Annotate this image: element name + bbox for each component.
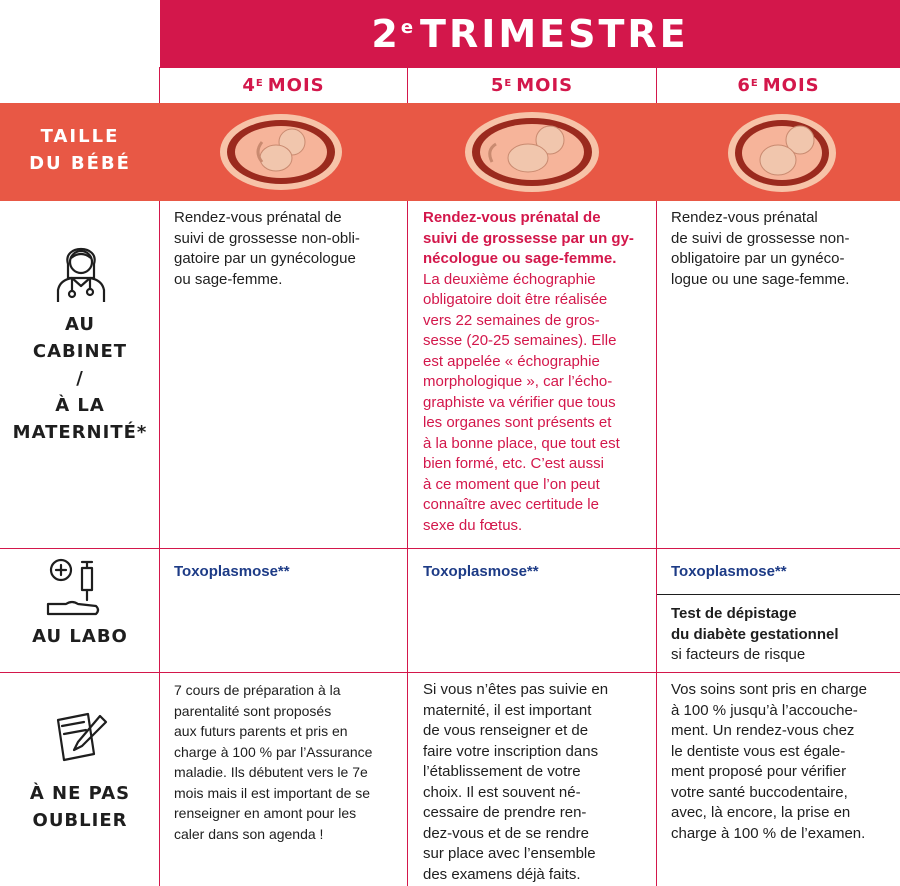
month-4-header — [160, 67, 407, 103]
text-line: ment proposé pour vérifier — [671, 763, 847, 780]
text-line: Rendez-vous prénatal — [671, 209, 818, 226]
text-line: 7 cours de préparation à la — [174, 682, 341, 698]
text-line: obligatoire par un gynéco- — [671, 250, 845, 267]
cabinet-month-5-text — [423, 208, 653, 536]
text-line: avec, là encore, la prise en — [671, 804, 851, 821]
month-sup: E — [504, 77, 513, 89]
text-line: est appelée « échographie — [423, 352, 600, 370]
cabinet-line: AU — [65, 314, 95, 335]
text-line: maladie. Ils débutent vers le 7e — [174, 764, 368, 780]
labo-month-4-toxoplasmose: Toxoplasmose** — [174, 563, 290, 580]
text-line: les organes sont présents et — [423, 414, 612, 431]
cabinet-label — [0, 311, 160, 446]
text-line: du diabète gestationnel — [671, 625, 839, 643]
text-line: de suivi de grossesse non- — [671, 229, 850, 247]
labo-label: AU LABO — [32, 626, 128, 647]
text-line: morphologique », car l’écho- — [423, 373, 613, 390]
text-line: mois mais il est important de se — [174, 784, 371, 801]
text-line: choix. Il est souvent né- — [423, 783, 581, 801]
oublier-month-5-text — [423, 680, 653, 885]
text-line: parentalité sont proposés — [174, 702, 332, 719]
month-word: MOIS — [516, 74, 574, 96]
labo-month-5-toxoplasmose: Toxoplasmose** — [423, 563, 539, 580]
cabinet-month-6-text — [671, 208, 896, 290]
syringe-lab-icon — [46, 556, 108, 618]
cabinet-line: MATERNITÉ* — [12, 422, 148, 443]
trimester-word: TRIMESTRE — [420, 11, 689, 56]
cabinet-line: À LA — [55, 395, 105, 416]
month-num: 5 — [490, 74, 505, 96]
month-5-header — [408, 67, 656, 103]
divider — [407, 67, 408, 103]
text-line: cessaire de prendre ren- — [423, 804, 587, 821]
month-word: MOIS — [267, 74, 325, 96]
notepad-pencil-icon — [52, 710, 108, 762]
oublier-month-4-text — [174, 680, 404, 844]
text-line: renseigner en amont pour les — [174, 805, 357, 821]
divider — [159, 67, 160, 103]
text-line: de vous renseigner et de — [423, 722, 589, 739]
text-line: si facteurs de risque — [671, 646, 806, 663]
oublier-line: À NE PAS — [29, 783, 131, 804]
cabinet-line: CABINET — [32, 341, 128, 362]
divider — [0, 548, 900, 549]
text-line: connaître avec certitude le — [423, 496, 599, 513]
text-line: sexe du fœtus. — [423, 516, 523, 534]
text-line: obligatoire doit être réalisée — [423, 291, 608, 308]
month-num: 4 — [242, 74, 256, 96]
text-line: aux futurs parents et pris en — [174, 723, 348, 739]
text-line: dez-vous et de se rendre — [423, 824, 589, 842]
text-line: sesse (20-25 semaines). Elle — [423, 332, 617, 349]
oublier-line: OUBLIER — [32, 810, 128, 831]
text-line: maternité, il est important — [423, 701, 592, 719]
text-line: suivi de grossesse par un gy- — [423, 229, 634, 247]
divider — [407, 201, 408, 886]
month-6-header — [657, 67, 900, 103]
baby-size-label — [0, 123, 160, 177]
month-word: MOIS — [762, 74, 820, 96]
fetus-6-months-illustration — [726, 112, 838, 194]
text-line: bien formé, etc. C’est aussi — [423, 455, 604, 472]
text-line: votre santé buccodentaire, — [671, 783, 848, 801]
divider — [657, 594, 900, 595]
labo-month-6-diabetes-test — [671, 604, 896, 666]
cabinet-line: / — [76, 368, 84, 389]
text-line: Test de dépistage — [671, 605, 797, 622]
divider — [656, 67, 657, 103]
text-line: vers 22 semaines de gros- — [423, 311, 600, 329]
fetus-4-months-illustration — [218, 112, 344, 192]
text-line: La deuxième échographie — [423, 270, 596, 288]
cabinet-month-4-text — [174, 208, 402, 290]
doctor-icon — [54, 238, 108, 304]
baby-size-line1: TAILLE — [40, 126, 120, 147]
text-line: Vos soins sont pris en charge — [671, 681, 867, 698]
text-line: caler dans son agenda ! — [174, 825, 324, 842]
text-line: graphiste va vérifier que tous — [423, 393, 616, 411]
month-sup: E — [255, 77, 264, 89]
divider — [0, 672, 900, 673]
divider — [160, 67, 900, 68]
text-line: Rendez-vous prénatal de — [423, 209, 601, 226]
text-line: Rendez-vous prénatal de — [174, 209, 342, 226]
text-line: charge à 100 % de l’examen. — [671, 824, 866, 842]
oublier-month-6-text — [671, 680, 896, 844]
oublier-label — [0, 780, 160, 834]
text-line: à 100 % jusqu’à l’accouche- — [671, 701, 858, 719]
month-num: 6 — [737, 74, 751, 96]
text-line: à la bonne place, que tout est — [423, 434, 620, 452]
text-line: l’établissement de votre — [423, 763, 581, 780]
text-line: suivi de grossesse non-obli- — [174, 229, 360, 247]
labo-month-6-toxoplasmose: Toxoplasmose** — [671, 563, 787, 580]
baby-size-line2: DU BÉBÉ — [29, 153, 131, 174]
fetus-5-months-illustration — [462, 110, 602, 194]
month-sup: E — [750, 77, 759, 89]
text-line: logue ou une sage-femme. — [671, 270, 850, 288]
text-line: faire votre inscription dans — [423, 742, 599, 760]
text-line: sur place avec l’ensemble — [423, 845, 596, 862]
text-line: le dentiste vous est égale- — [671, 742, 846, 760]
divider — [656, 201, 657, 886]
text-line: Si vous n’êtes pas suivie en — [423, 681, 609, 698]
text-line: ment. Un rendez-vous chez — [671, 722, 855, 739]
trimester-sup: e — [400, 17, 417, 38]
trimester-header — [160, 0, 900, 67]
text-line: à ce moment que l’on peut — [423, 475, 600, 493]
text-line: gatoire par un gynécologue — [174, 250, 356, 267]
text-line: charge à 100 % par l’Assurance — [174, 743, 373, 760]
trimester-number: 2 — [371, 11, 401, 56]
text-line: des examens déjà faits. — [423, 865, 581, 883]
text-line: ou sage-femme. — [174, 270, 283, 288]
text-line: nécologue ou sage-femme. — [423, 250, 617, 267]
